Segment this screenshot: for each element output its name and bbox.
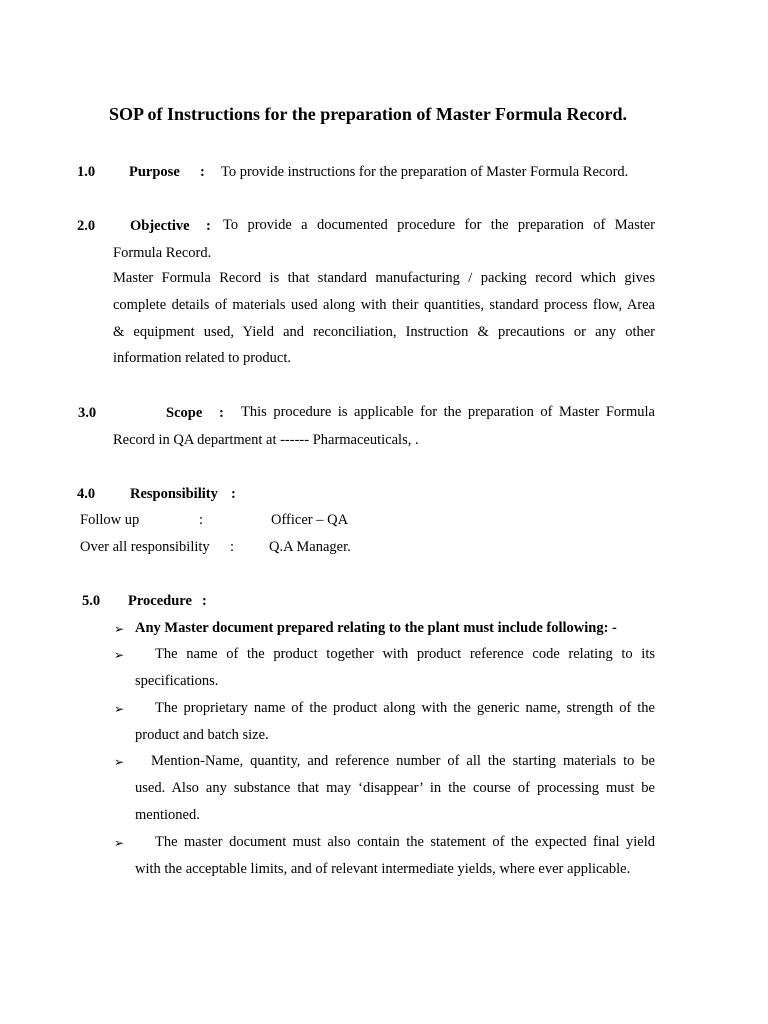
- arrow-bullet-icon: ➢: [114, 702, 125, 716]
- procedure-item-line: with the acceptable limits, and of relevant intermediate yields, where ever applicable.: [135, 860, 631, 877]
- definition-line: Master Formula Record is that standard manufacturing / packing record which gives: [113, 270, 655, 286]
- section-text: To provide instructions for the preparation of Master Formula Record.: [221, 164, 629, 180]
- scope-line-1: This procedure is applicable for the preparation of Master Formula: [241, 404, 655, 420]
- definition-line: complete details of materials used along with their quantities, standard process flow, Area: [113, 296, 655, 313]
- arrow-bullet-icon: ➢: [114, 836, 125, 850]
- section-heading: Purpose: [129, 164, 180, 180]
- definition-line: & equipment used, Yield and reconciliation, Instruction & precautions or any other: [113, 323, 655, 340]
- responsibility-colon: :: [230, 539, 235, 555]
- section-heading: Responsibility: [130, 486, 218, 502]
- definition-line: information related to product.: [113, 350, 291, 367]
- section-number: 2.0: [77, 218, 96, 234]
- scope-line-2: Record in QA department at ------ Pharmaceuticals, .: [113, 432, 419, 448]
- procedure-item-line: used. Also any substance that may ‘disappear’ in the course of processing must be: [135, 779, 655, 796]
- procedure-item: [135, 829, 655, 883]
- procedure-item-line: The proprietary name of the product along with the generic name, strength of the: [155, 700, 655, 716]
- section-number: 1.0: [77, 164, 96, 180]
- section-heading: Scope: [166, 405, 203, 421]
- procedure-item-line: Mention-Name, quantity, and reference number of all the starting materials to be: [151, 753, 655, 769]
- responsibility-role: Follow up: [80, 512, 140, 528]
- responsibility-role: Over all responsibility: [80, 539, 210, 555]
- page-title: SOP of Instructions for the preparation of Master Formula Record.: [109, 104, 627, 124]
- arrow-bullet-icon: ➢: [114, 648, 125, 662]
- section-heading: Procedure: [128, 593, 192, 609]
- section-number: 4.0: [77, 486, 96, 502]
- responsibility-person: Q.A Manager.: [269, 539, 351, 555]
- procedure-item-line: mentioned.: [135, 806, 200, 823]
- procedure-item: [135, 748, 655, 828]
- procedure-lead: Any Master document prepared relating to the plant must include following: -: [135, 620, 617, 636]
- objective-line-1: To provide a documented procedure for the preparation of Master: [223, 217, 655, 233]
- responsibility-person: Officer – QA: [271, 512, 349, 528]
- procedure-item-line: The name of the product together with product reference code relating to its: [155, 646, 655, 662]
- section-number: 5.0: [82, 593, 101, 609]
- objective-line-2: Formula Record.: [113, 245, 212, 261]
- section-colon: :: [231, 486, 236, 502]
- section-heading: Objective: [130, 218, 190, 234]
- procedure-item-line: specifications.: [135, 672, 219, 689]
- section-number: 3.0: [78, 405, 97, 421]
- procedure-item-line: product and batch size.: [135, 726, 269, 743]
- procedure-item-line: The master document must also contain the statement of the expected final yield: [155, 834, 655, 850]
- section-colon: :: [200, 164, 205, 180]
- procedure-item: [135, 641, 655, 695]
- objective-definition: [113, 265, 655, 372]
- section-colon: :: [206, 218, 211, 234]
- section-colon: :: [202, 593, 207, 609]
- arrow-bullet-icon: ➢: [114, 755, 125, 769]
- procedure-item: [135, 695, 655, 749]
- section-colon: :: [219, 405, 224, 421]
- arrow-bullet-icon: ➢: [114, 622, 125, 636]
- responsibility-colon: :: [199, 512, 204, 528]
